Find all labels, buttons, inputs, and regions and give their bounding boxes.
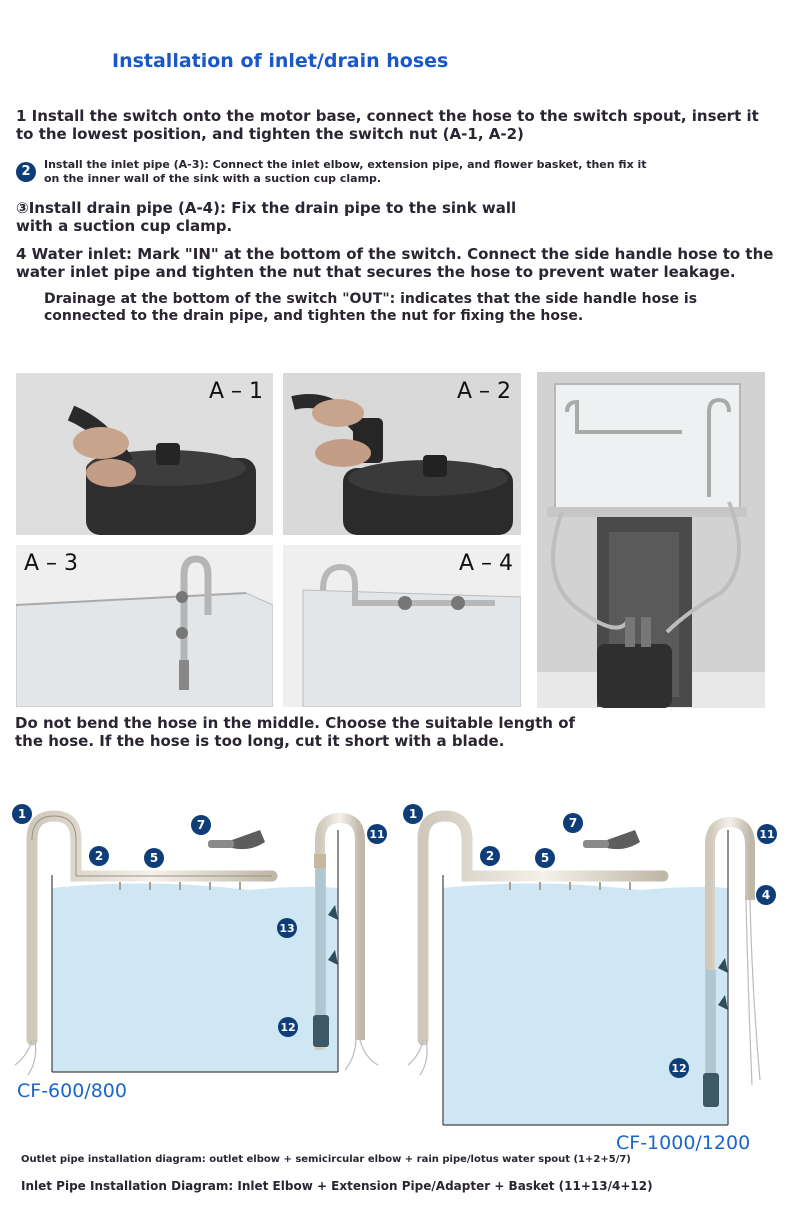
svg-text:1: 1 [408,807,418,821]
step-2-text: Install the inlet pipe (A-3): Connect the inlet elbow, extension pipe, and flower basket, then fix it on the inner wall of the sink with a suction cup clamp. [44,158,647,185]
svg-text:7: 7 [568,816,578,830]
step-4-text: 4 Water inlet: Mark "IN" at the bottom of the switch. Connect the side handle hose to the water inlet pipe and tighten the nut that secures the hose to prevent water leakage. [16,245,774,281]
badge-left-7 [191,815,211,835]
badge-left-13 [277,918,297,938]
badge-right-7 [563,813,583,833]
badge-left-2 [89,846,109,866]
photo-a2-label: A – 2 [456,379,511,404]
photo-complete-setup [537,372,765,708]
badge-right-1 [403,804,423,824]
svg-text:1: 1 [17,807,27,821]
svg-text:12: 12 [280,1021,296,1034]
model-label-left: CF-600/800 [17,1080,127,1102]
badge-left-5 [144,848,164,868]
photo-a4 [283,545,521,707]
photo-a4-label: A – 4 [458,551,513,576]
badge-right-5 [535,848,555,868]
svg-text:2: 2 [94,849,104,863]
badge-left-11 [367,824,387,844]
step-4-drainage-text: Drainage at the bottom of the switch "OUT": indicates that the side handle hose is connected to the drain pipe, and tighten the nut for fixing the hose. [44,291,698,324]
svg-text:13: 13 [279,922,295,935]
svg-text:5: 5 [149,851,159,865]
step-2-badge: 2 [16,162,36,182]
badge-left-1 [12,804,32,824]
photo-a3-label: A – 3 [24,551,79,576]
photo-a2 [283,373,521,535]
right-tank [408,816,760,1125]
photo-a3 [16,545,273,707]
svg-text:5: 5 [540,851,550,865]
svg-text:12: 12 [671,1062,687,1075]
page-title: Installation of inlet/drain hoses [112,50,449,72]
badge-right-2 [480,846,500,866]
svg-text:7: 7 [196,818,206,832]
photo-a1 [16,373,273,535]
badge-right-12 [669,1058,689,1078]
svg-text:11: 11 [369,828,385,841]
step-3-text: ③Install drain pipe (A-4): Fix the drain pipe to the sink wall with a suction cup clamp. [16,199,517,235]
outlet-caption: Outlet pipe installation diagram: outlet elbow + semicircular elbow + rain pipe/lotus water spout (1+2+5/7) [21,1154,631,1165]
model-label-right: CF-1000/1200 [616,1132,751,1154]
badge-right-4 [756,885,776,905]
hose-length-note: Do not bend the hose in the middle. Choose the suitable length of the hose. If the hose is too long, cut it short with a blade. [15,714,576,750]
badge-left-12 [278,1017,298,1037]
left-tank [15,816,378,1075]
svg-text:4: 4 [761,888,771,902]
step-1-text: 1 Install the switch onto the motor base, connect the hose to the switch spout, insert it to the lowest position, and tighten the switch nut (A-1, A-2) [16,107,759,143]
badge-right-11 [757,824,777,844]
svg-text:11: 11 [759,828,775,841]
svg-text:2: 2 [485,849,495,863]
inlet-caption: Inlet Pipe Installation Diagram: Inlet Elbow + Extension Pipe/Adapter + Basket (11+13/4+12) [21,1179,653,1193]
photo-a1-label: A – 1 [208,379,263,404]
